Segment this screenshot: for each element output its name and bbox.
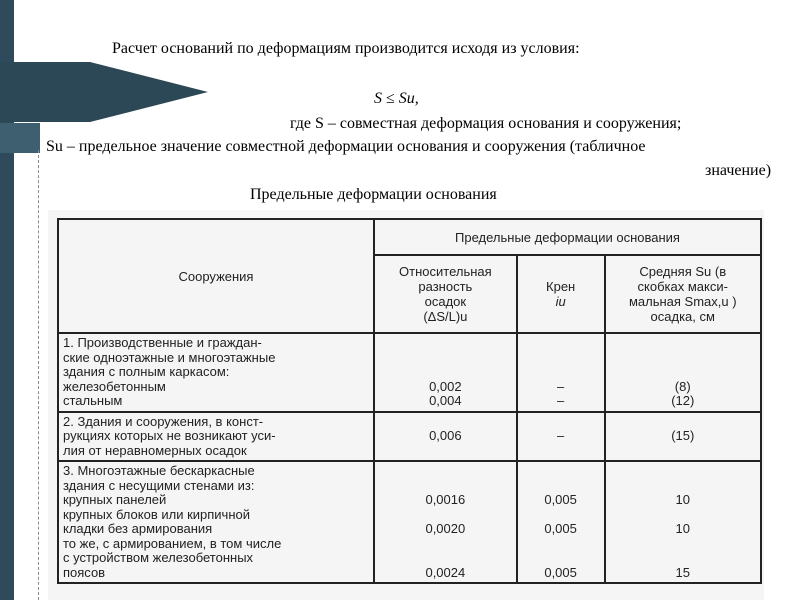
row-average: (8) (12): [605, 333, 762, 412]
row-relative: 0,0016 0,0020 0,0024: [374, 461, 517, 583]
intro-line: Расчет оснований по деформациям производится исходя из условия:: [112, 40, 580, 57]
row-tilt: – –: [517, 333, 605, 412]
where-su-cont: значение): [705, 162, 772, 179]
decor-arrow-tip: [90, 62, 208, 122]
table-title: Предельные деформации основания: [250, 186, 497, 203]
row-relative: 0,002 0,004: [374, 333, 517, 412]
row-average: (15): [605, 412, 762, 462]
row-description: 1. Производственные и граждан- ские одноэтажные и многоэтажные здания с полным каркасом: железобетонным стальным: [58, 333, 374, 412]
where-s: где S – совместная деформация основания и сооружения;: [290, 115, 682, 132]
deformation-table: [57, 218, 762, 584]
col-average: Средняя Su (в скобках макси- мальная Smax,u ) осадка, см: [605, 255, 762, 333]
table-row: [58, 333, 761, 412]
condition-formula: S ≤ Su,: [374, 90, 419, 107]
where-su: Su – предельное значение совместной деформации основания и сооружения (табличное: [46, 138, 646, 155]
row-description: 2. Здания и сооружения, в конст- рукциях которых не возникают уси- лия от неравномерных осадок: [58, 412, 374, 462]
row-average: 10 10 15: [605, 461, 762, 583]
row-description: 3. Многоэтажные бескаркасные здания с несущими стенами из: крупных панелей крупных блоков или кирпичной кладки без армирования то же, с армированием, в том числе с устройством железобетонных поясов: [58, 461, 374, 583]
decor-arrow-body: [0, 62, 90, 122]
table-row: [58, 461, 761, 583]
col-tilt: Крен iu: [517, 255, 605, 333]
col-structures: Сооружения: [58, 219, 374, 333]
col-relative: Относительная разность осадок (ΔS/L)u: [374, 255, 517, 333]
row-tilt: –: [517, 412, 605, 462]
decor-arrow-small: [0, 123, 40, 153]
group-header: Предельные деформации основания: [374, 219, 761, 255]
decor-dashed-line: [38, 150, 39, 600]
table-row: [58, 412, 761, 462]
row-tilt: 0,005 0,005 0,005: [517, 461, 605, 583]
row-relative: 0,006: [374, 412, 517, 462]
